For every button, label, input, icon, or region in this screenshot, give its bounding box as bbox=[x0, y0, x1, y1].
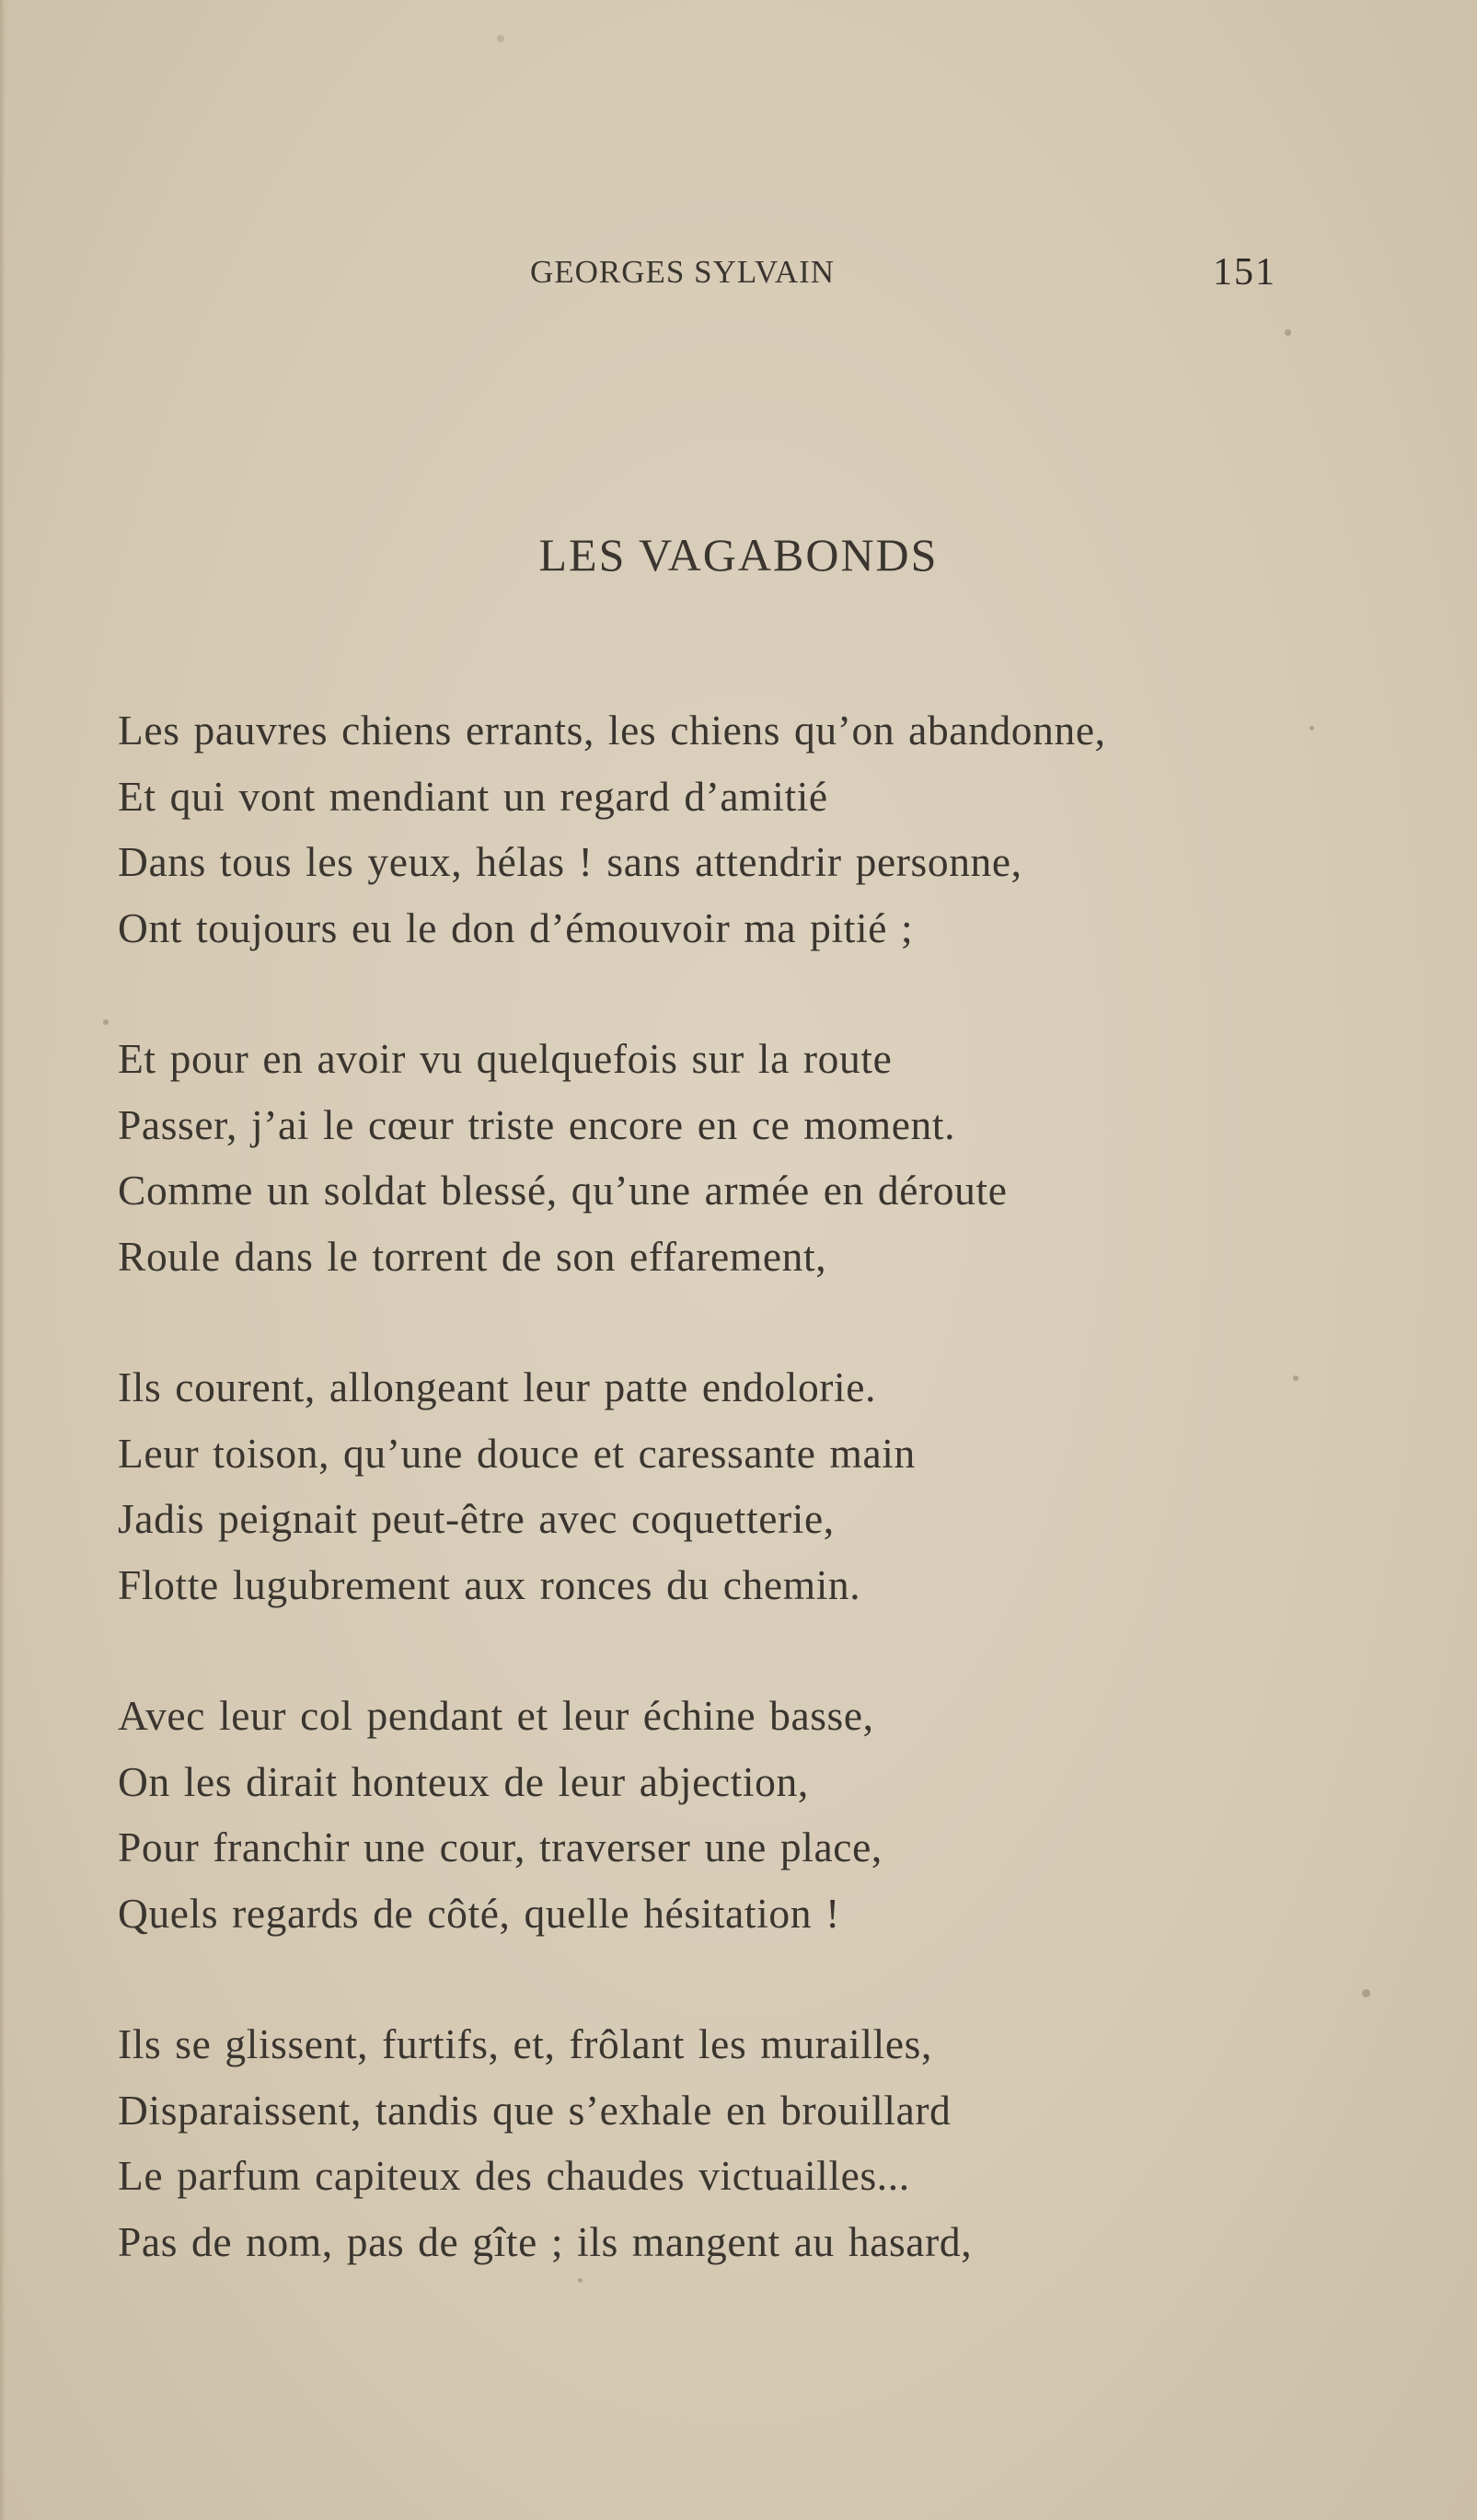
stanza bbox=[118, 1026, 1369, 1289]
poem-line: Flotte lugubrement aux ronces du chemin. bbox=[118, 1560, 861, 1608]
poem-line: Les pauvres chiens errants, les chiens qu’on abandonne, bbox=[118, 707, 1106, 754]
stanza bbox=[118, 1354, 1369, 1617]
running-head bbox=[0, 251, 1477, 300]
poem-line: Pas de nom, pas de gîte ; ils mangent au hasard, bbox=[118, 2217, 973, 2265]
page-number: 151 bbox=[1213, 251, 1276, 293]
paper-speck bbox=[103, 1019, 109, 1025]
poem-line: Ils se glissent, furtifs, et, frôlant les murailles, bbox=[118, 2020, 932, 2067]
stanza bbox=[118, 697, 1369, 961]
poem-line: Avec leur col pendant et leur échine basse, bbox=[118, 1692, 874, 1739]
poem-line: On les dirait honteux de leur abjection, bbox=[118, 1757, 809, 1805]
author-name: GEORGES SYLVAIN bbox=[530, 254, 836, 290]
poem-line: Leur toison, qu’une douce et caressante main bbox=[118, 1429, 916, 1477]
paper-speck bbox=[1285, 329, 1291, 336]
paper-speck bbox=[497, 35, 504, 42]
poem-line: Comme un soldat blessé, qu’une armée en déroute bbox=[118, 1167, 1008, 1214]
stanza bbox=[118, 2011, 1369, 2274]
poem-line: Ont toujours eu le don d’émouvoir ma pitié ; bbox=[118, 903, 914, 951]
poem-line: Le parfum capiteux des chaudes victuailles... bbox=[118, 2152, 910, 2199]
stanza bbox=[118, 1683, 1369, 1946]
poem-body bbox=[118, 697, 1369, 2340]
poem-line: Pour franchir une cour, traverser une place, bbox=[118, 1824, 883, 1870]
poem-line: Disparaissent, tandis que s’exhale en brouillard bbox=[118, 2086, 952, 2134]
poem-line: Quels regards de côté, quelle hésitation ! bbox=[118, 1889, 840, 1937]
poem-line: Et pour en avoir vu quelquefois sur la route bbox=[118, 1035, 893, 1082]
poem-line: Jadis peignait peut-être avec coquetterie, bbox=[118, 1495, 835, 1542]
poem-line: Passer, j’ai le cœur triste encore en ce moment. bbox=[118, 1100, 956, 1148]
poem-line: Roule dans le torrent de son effarement, bbox=[118, 1232, 827, 1280]
poem-line: Et qui vont mendiant un regard d’amitié bbox=[118, 772, 828, 820]
poem-line: Ils courent, allongeant leur patte endolorie. bbox=[118, 1364, 877, 1410]
poem-line: Dans tous les yeux, hélas ! sans attendrir personne, bbox=[118, 838, 1022, 885]
poem-title: LES VAGABONDS bbox=[538, 529, 939, 581]
